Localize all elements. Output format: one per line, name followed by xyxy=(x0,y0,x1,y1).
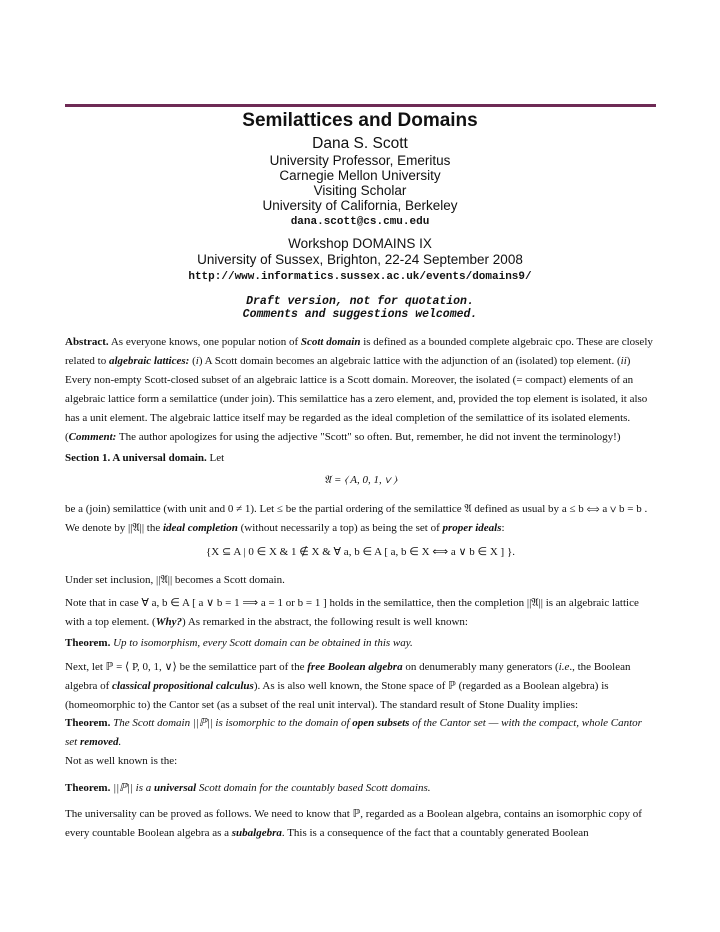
affiliation-line: University Professor, Emeritus xyxy=(269,153,451,168)
term-universal: universal xyxy=(153,782,197,794)
comment-label: Comment: xyxy=(68,431,117,443)
term-free-boolean-algebra: free Boolean algebra xyxy=(307,661,403,673)
semilattice-definition: 𝔄 = ⟨ A, 0, 1, ∨ ⟩ xyxy=(323,474,398,486)
workshop-url: http://www.informatics.sussex.ac.uk/events/domains9/ xyxy=(188,271,532,283)
workshop-name: Workshop DOMAINS IX xyxy=(288,236,432,251)
author-name: Dana S. Scott xyxy=(312,135,408,152)
body-paragraph: be a (join) semilattice (with unit and 0 ≠ 1). Let ≤ be the partial ordering of the semilattice 𝔄 defined as usual by a ≤ b ⟺ a ∨ b = b . We denote by ||𝔄|| the ideal completion (without necessarily a top) as being the set of proper ideals: xyxy=(65,503,648,534)
theorem: Theorem. ||ℙ|| is a universal Scott domain for the countably based Scott domains. xyxy=(65,782,431,794)
term-proper-ideals: proper ideals xyxy=(442,522,502,534)
ideal-set-formula: {X ⊆ A | 0 ∈ X & 1 ∉ X & ∀ a, b ∈ A [ a, b ∈ X ⟺ a ∨ b ∈ X ] }. xyxy=(206,546,515,558)
draft-note: Comments and suggestions welcomed. xyxy=(242,308,478,321)
theorem-label: Theorem. xyxy=(65,717,111,729)
section-heading-line: Section 1. A universal domain. Let xyxy=(65,452,225,464)
section-heading: Section 1. A universal domain. xyxy=(65,452,207,464)
abstract-label: Abstract. xyxy=(65,336,109,348)
title-rule xyxy=(65,104,656,107)
term-why: Why? xyxy=(155,616,183,628)
affiliation-line: University of California, Berkeley xyxy=(262,198,458,213)
body-paragraph: Note that in case ∀ a, b ∈ A [ a ∨ b = 1 ⟹ a = 1 or b = 1 ] holds in the semilattice, then the completion ||𝔄|| is an algebraic lattice with a top element. (Why?) As remarked in the abstract, the following result is well known: xyxy=(65,597,639,628)
theorem-label: Theorem. xyxy=(65,782,111,794)
term-ideal-completion: ideal completion xyxy=(163,522,238,534)
term-scott-domain: Scott domain xyxy=(300,336,361,348)
term-algebraic-lattices: algebraic lattices: xyxy=(108,355,190,367)
body-paragraph: Under set inclusion, ||𝔄|| becomes a Scott domain. xyxy=(65,574,285,586)
body-paragraph: Not as well known is the: xyxy=(65,755,178,767)
body-paragraph: Next, let ℙ = ⟨ P, 0, 1, ∨⟩ be the semilattice part of the free Boolean algebra on denumerably many generators (i.e., the Boolean algebra of classical propositional calculus). As is also well known, the Stone space of ℙ (regarded as a Boolean algebra) is (homeomorphic to) the Cantor set (as a subset of the real unit interval). The standard result of Stone Duality implies: xyxy=(65,661,631,711)
body-paragraph: The universality can be proved as follows. We need to know that ℙ, regarded as a Boolean algebra, contains an isomorphic copy of every countable Boolean algebra as a subalgebra. This is a consequence of the fact that a countably generated Boolean xyxy=(65,808,642,839)
theorem-label: Theorem. xyxy=(65,637,111,649)
term-open-subsets: open subsets xyxy=(352,717,410,729)
paper-title: Semilattices and Domains xyxy=(242,110,478,131)
abstract-paragraph: Abstract. As everyone knows, one popular notion of Scott domain is defined as a bounded complete algebraic cpo. These are closely related to algebraic lattices: (i) A Scott domain becomes an algebraic lattice with the adjunction of an (isolated) top element. (ii) Every non-empty Scott-closed subset of an algebraic lattice is a Scott domain. Moreover, the isolated (= compact) elements of an algebraic lattice form a semilattice (under join). This semilattice has a zero element, and, provided the top element is isolated, it also has a unit element. The algebraic lattice itself may be regarded as the ideal completion of the semilattice of its isolated elements. (Comment: The author apologizes for using the adjective "Scott" so often. But, remember, he did not invent the terminology!) xyxy=(65,336,653,443)
term-classical-propositional-calculus: classical propositional calculus xyxy=(112,680,254,692)
theorem: Theorem. The Scott domain ||ℙ|| is isomorphic to the domain of open subsets of the Cantor set — with the compact, whole Cantor set removed. xyxy=(65,717,642,748)
affiliation-line: Carnegie Mellon University xyxy=(279,168,441,183)
theorem: Theorem. Up to isomorphism, every Scott domain can be obtained in this way. xyxy=(65,637,413,649)
term-removed: removed xyxy=(79,736,119,748)
draft-note: Draft version, not for quotation. xyxy=(246,295,474,308)
author-email: dana.scott@cs.cmu.edu xyxy=(290,216,430,228)
term-subalgebra: subalgebra xyxy=(231,827,282,839)
affiliation-line: Visiting Scholar xyxy=(313,183,407,198)
workshop-venue: University of Sussex, Brighton, 22-24 September 2008 xyxy=(197,252,523,267)
